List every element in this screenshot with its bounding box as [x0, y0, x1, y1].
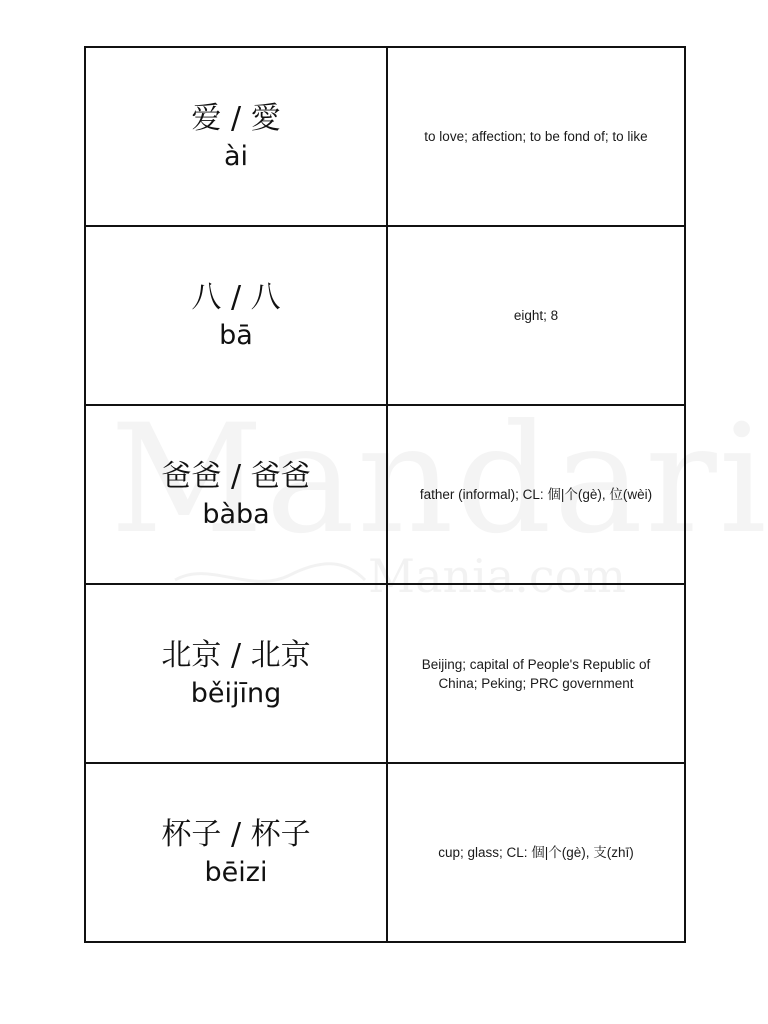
chinese-characters: 爱 / 愛: [191, 100, 281, 136]
definition-cell: [388, 585, 686, 762]
flashcard-row: [86, 406, 686, 585]
pinyin: bēizi: [204, 856, 268, 888]
chinese-characters: 北京 / 北京: [161, 637, 311, 673]
pinyin: běijīng: [190, 677, 282, 709]
chinese-characters: 爸爸 / 爸爸: [161, 458, 311, 494]
definition: Beijing; capital of People's Republic of China; Peking; PRC government: [421, 656, 651, 691]
term-cell: [86, 227, 388, 404]
watermark-site: Mania.com: [368, 549, 626, 603]
pinyin: ài: [223, 140, 249, 172]
term-cell: [86, 585, 388, 762]
chinese-characters: 杯子 / 杯子: [161, 816, 311, 852]
pinyin: bā: [219, 319, 253, 351]
definition-cell: [388, 406, 686, 583]
flashcard-row: [86, 764, 686, 943]
term-cell: [86, 48, 388, 225]
definition: cup; glass; CL: 個|个(gè), 支(zhī): [438, 845, 634, 860]
chinese-characters: 八 / 八: [191, 279, 281, 315]
definition: eight; 8: [513, 308, 559, 323]
flashcard-row: [86, 585, 686, 764]
definition: father (informal); CL: 個|个(gè), 位(wèi): [419, 487, 653, 502]
pinyin: bàba: [202, 498, 270, 530]
definition-cell: [388, 48, 686, 225]
definition-cell: [388, 227, 686, 404]
flashcard-row: [86, 48, 686, 227]
term-cell: [86, 764, 388, 941]
term-cell: [86, 406, 388, 583]
flashcard-row: [86, 227, 686, 406]
definition: to love; affection; to be fond of; to like: [424, 129, 648, 144]
flashcard-table: [84, 46, 686, 943]
definition-cell: [388, 764, 686, 941]
